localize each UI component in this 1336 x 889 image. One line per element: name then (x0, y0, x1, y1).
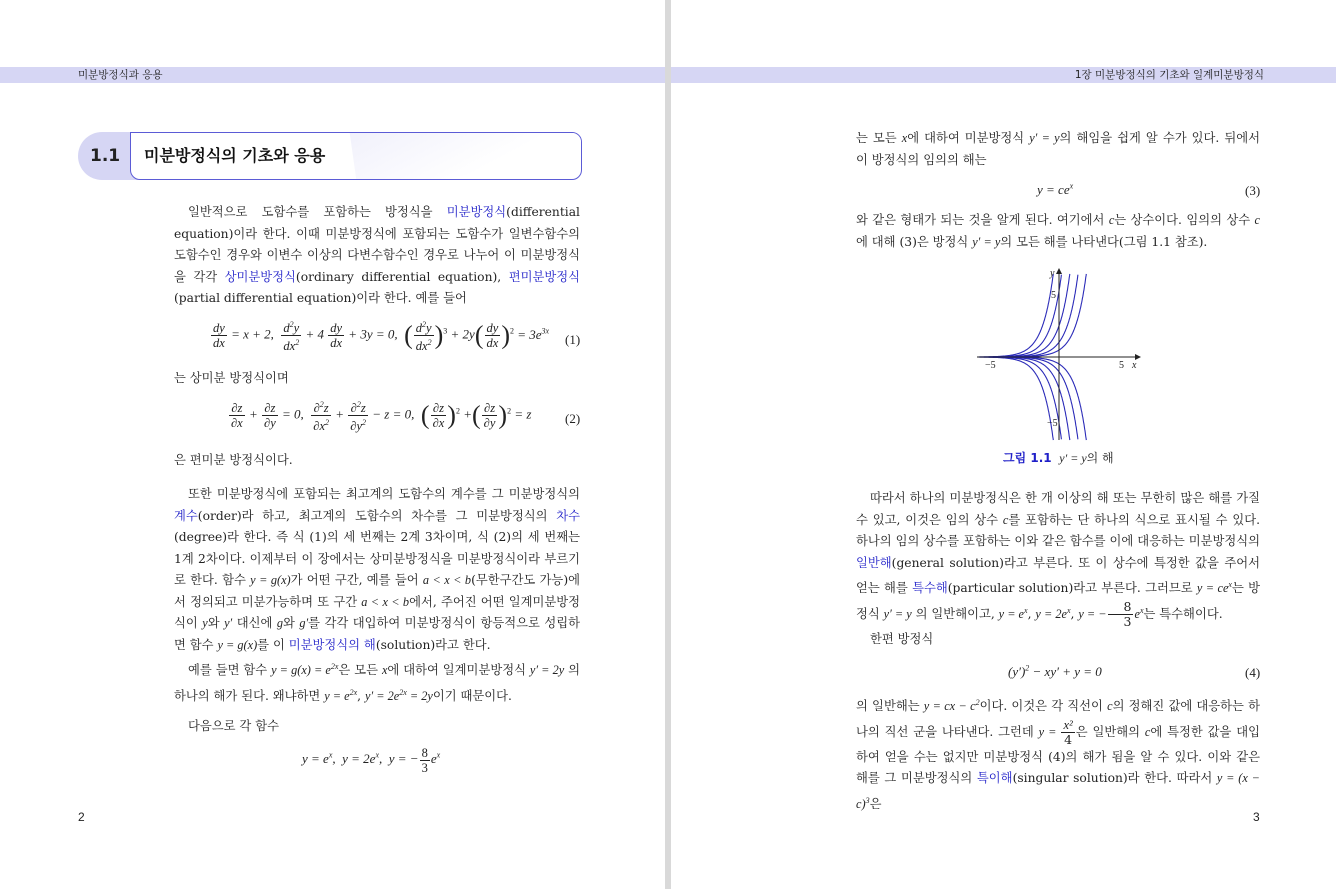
after-equation-2: 은 편미분 방정식이다. (174, 453, 293, 467)
page-number-left: 2 (78, 810, 85, 824)
paragraph-2: 또한 미분방정식에 포함되는 최고계의 도함수의 계수를 그 미분방정식의 계수(order)라 하고, 최고계의 도함수의 차수를 그 미분방정식의 차수(degree)라 한다. 즉 식 (1)의 세 번째는 2계 3차이며, 식 (2)의 세 번째는 1계 2차이다. 이제부터 이 장에서는 상미분방정식을 미분방정식이라 부르기로 한다. 함수 y = g(x)가 어떤 구간, 예를 들어 a < x < b(무한구간도 가능)에서 정의되고 미분가능하며 또 구간 a < x < b에서, 주어진 어떤 일계미분방정식이 y와 y′ 대신에 g와 g′를 각각 대입하여 미분방정식이 항등적으로 성립하면 함수 y = g(x)를 이 미분방정식의 해(solution)라고 한다. 예를 들면 함수 $y = g(x) = e^{2x}$은 모든 x에 대하여 일계미분방정식 y′ = 2y 의 하나의 해가 된다. 왜냐하면 $y = e^{2x}$, $y' = 2e^{2x} = 2y$이기 때문이다. (174, 487, 580, 703)
term-differential-equation: 미분방정식 (446, 205, 507, 219)
equation-2-number: (2) (565, 411, 581, 426)
figure-caption-label: 그림 1.1 (1003, 451, 1052, 465)
x-axis-label: x (1132, 360, 1137, 371)
tick-x-pos: 5 (1119, 360, 1124, 371)
right-paragraph-4: 한편 방정식 (870, 631, 934, 646)
tick-y-pos: 5 (1051, 290, 1056, 301)
term-singular-solution: 특이해 (976, 771, 1013, 786)
figure-caption (1003, 449, 1114, 466)
solution-curve-9 (979, 274, 1054, 357)
section-title-box (130, 132, 582, 180)
term-particular-solution: 특수해 (912, 581, 948, 596)
solution-curves-plot (975, 265, 1145, 445)
equation-1-number: (1) (565, 332, 581, 347)
term-solution: 미분방정식의 해 (288, 637, 376, 652)
running-head-right: 1장 미분방정식의 기초와 일계미분방정식 (671, 67, 1336, 83)
term-order: 계수 (174, 508, 198, 523)
equation-functions: $y = e^x$, $y = 2e^x$, y = − $\frac{8}{3}$ $e^x$ (302, 746, 441, 775)
solution-curve-6 (979, 275, 1078, 357)
term-general-solution: 일반해 (856, 555, 892, 570)
right-paragraph-3: 따라서 하나의 미분방정식은 한 개 이상의 해 또는 무한히 많은 해를 가질 수 있고, 이것은 임의 상수 c를 포함하는 단 하나의 식으로 표시될 수 있다. 하나의 임의 상수를 포함하는 이와 같은 함수를 이에 대응하는 미분방정식의 일반해(general solution)라고 부른다. 또 이 상수에 특정한 값을 주어서 얻는 해를 특수해(particular solution)라고 부른다. 그러므로 $y = ce^x$는 방정식 y′ = y 의 일반해이고, $y = e^x$, $y = 2e^x$, y = − $\frac{8}{3}$ $e^x$는 특수해이다. 한편 방정식 (856, 488, 1260, 650)
page-number-right: 3 (1253, 810, 1260, 824)
solution-curve-7 (979, 274, 1070, 357)
right-paragraph-5: 의 일반해는 y = cx − $c^2$이다. 이것은 각 직선이 c의 정해진 값에 대응하는 하나의 직선 군을 나타낸다. 그런데 y = $\frac{\text{x²}}{4}$ 은 일반해의 c에 특정한 값을 대입하여 얻을 수는 없지만 미분방정식 (4)의 해가 됨을 알 수 있다. 이와 같은 해를 그 미분방정식의 특이해(singular solution)라 한다. 따라서 $y = (x - c)^3$은 (856, 698, 1260, 811)
after-equation-1: 는 상미분 방정식이며 (174, 371, 289, 385)
equation-2: $\frac{\partial z}{\partial x}$ + $\frac{\partial z}{\partial y}$ = 0, $\frac{\partial^2z}{\partial x^2}$ + $\frac{\partial^2z}{\partial y^2}$ − z = 0, ( $\frac{\partial z}{\partial x}$ )$^2$ +( $\frac{\partial z}{\partial y}$ )$^2$ = z (231, 400, 532, 434)
running-head-left: 미분방정식과 응용 (0, 67, 665, 83)
left-page (0, 0, 665, 889)
paragraph-4: 다음으로 각 함수 (188, 719, 279, 733)
y-axis-arrow (1056, 268, 1062, 274)
equation-4-number: (4) (1245, 665, 1261, 680)
right-paragraph-1: 는 모든 x에 대하여 미분방정식 y′ = y의 해임을 쉽게 알 수가 있다. 뒤에서 이 방정식의 임의의 해는 (856, 131, 1260, 167)
figure-caption-suffix: 의 해 (1086, 451, 1114, 465)
right-paragraph-2: 와 같은 형태가 되는 것을 알게 된다. 여기에서 c는 상수이다. 임의의 상수 c 에 대해 (3)은 방정식 y′ = y의 모든 해를 나타낸다(그림 1.1 참조). (856, 213, 1260, 249)
term-degree: 차수 (556, 508, 580, 523)
figure-caption-math: y′ = y (1059, 451, 1087, 465)
equation-4: $(y')^2 - xy' + y = 0$ (1008, 664, 1102, 680)
section-heading (78, 132, 584, 180)
equation-1: $\frac{dy}{dx}$ = x + 2, $\frac{d^2y}{dx^2}$ + 4 $\frac{dy}{dx}$ + 3y = 0, ( $\frac{d^2y}{dx^2}$ )$^3$ + 2y( $\frac{dy}{dx}$ )$^2 = 3e^{3x}$ (213, 320, 550, 354)
y-axis-label: y (1050, 268, 1055, 279)
term-ode: 상미분방정식 (224, 269, 296, 284)
tick-y-neg: −5 (1047, 418, 1058, 429)
section-title: 미분방정식의 기초와 응용 (144, 146, 326, 165)
term-pde: 편미분방정식 (508, 269, 580, 284)
paragraph-1: 일반적으로 도함수를 포함하는 방정식을 미분방정식(differential equation)이라 한다. 이때 미분방정식에 포함되는 도함수가 일변수함수의 도함수인 경우와 이변수 이상의 다변수함수인 경우로 나누어 이 미분방정식을 각각 상미분방정식(ordinary differential equation), 편미분방정식(partial differential equation)이라 한다. 예를 들어 (174, 205, 580, 305)
figure-1-1 (975, 265, 1145, 445)
tick-x-neg: −5 (985, 360, 996, 371)
equation-3: $y = ce^x$ (1037, 182, 1074, 198)
equation-3-number: (3) (1245, 183, 1261, 198)
section-number: 1.1 (78, 132, 138, 180)
